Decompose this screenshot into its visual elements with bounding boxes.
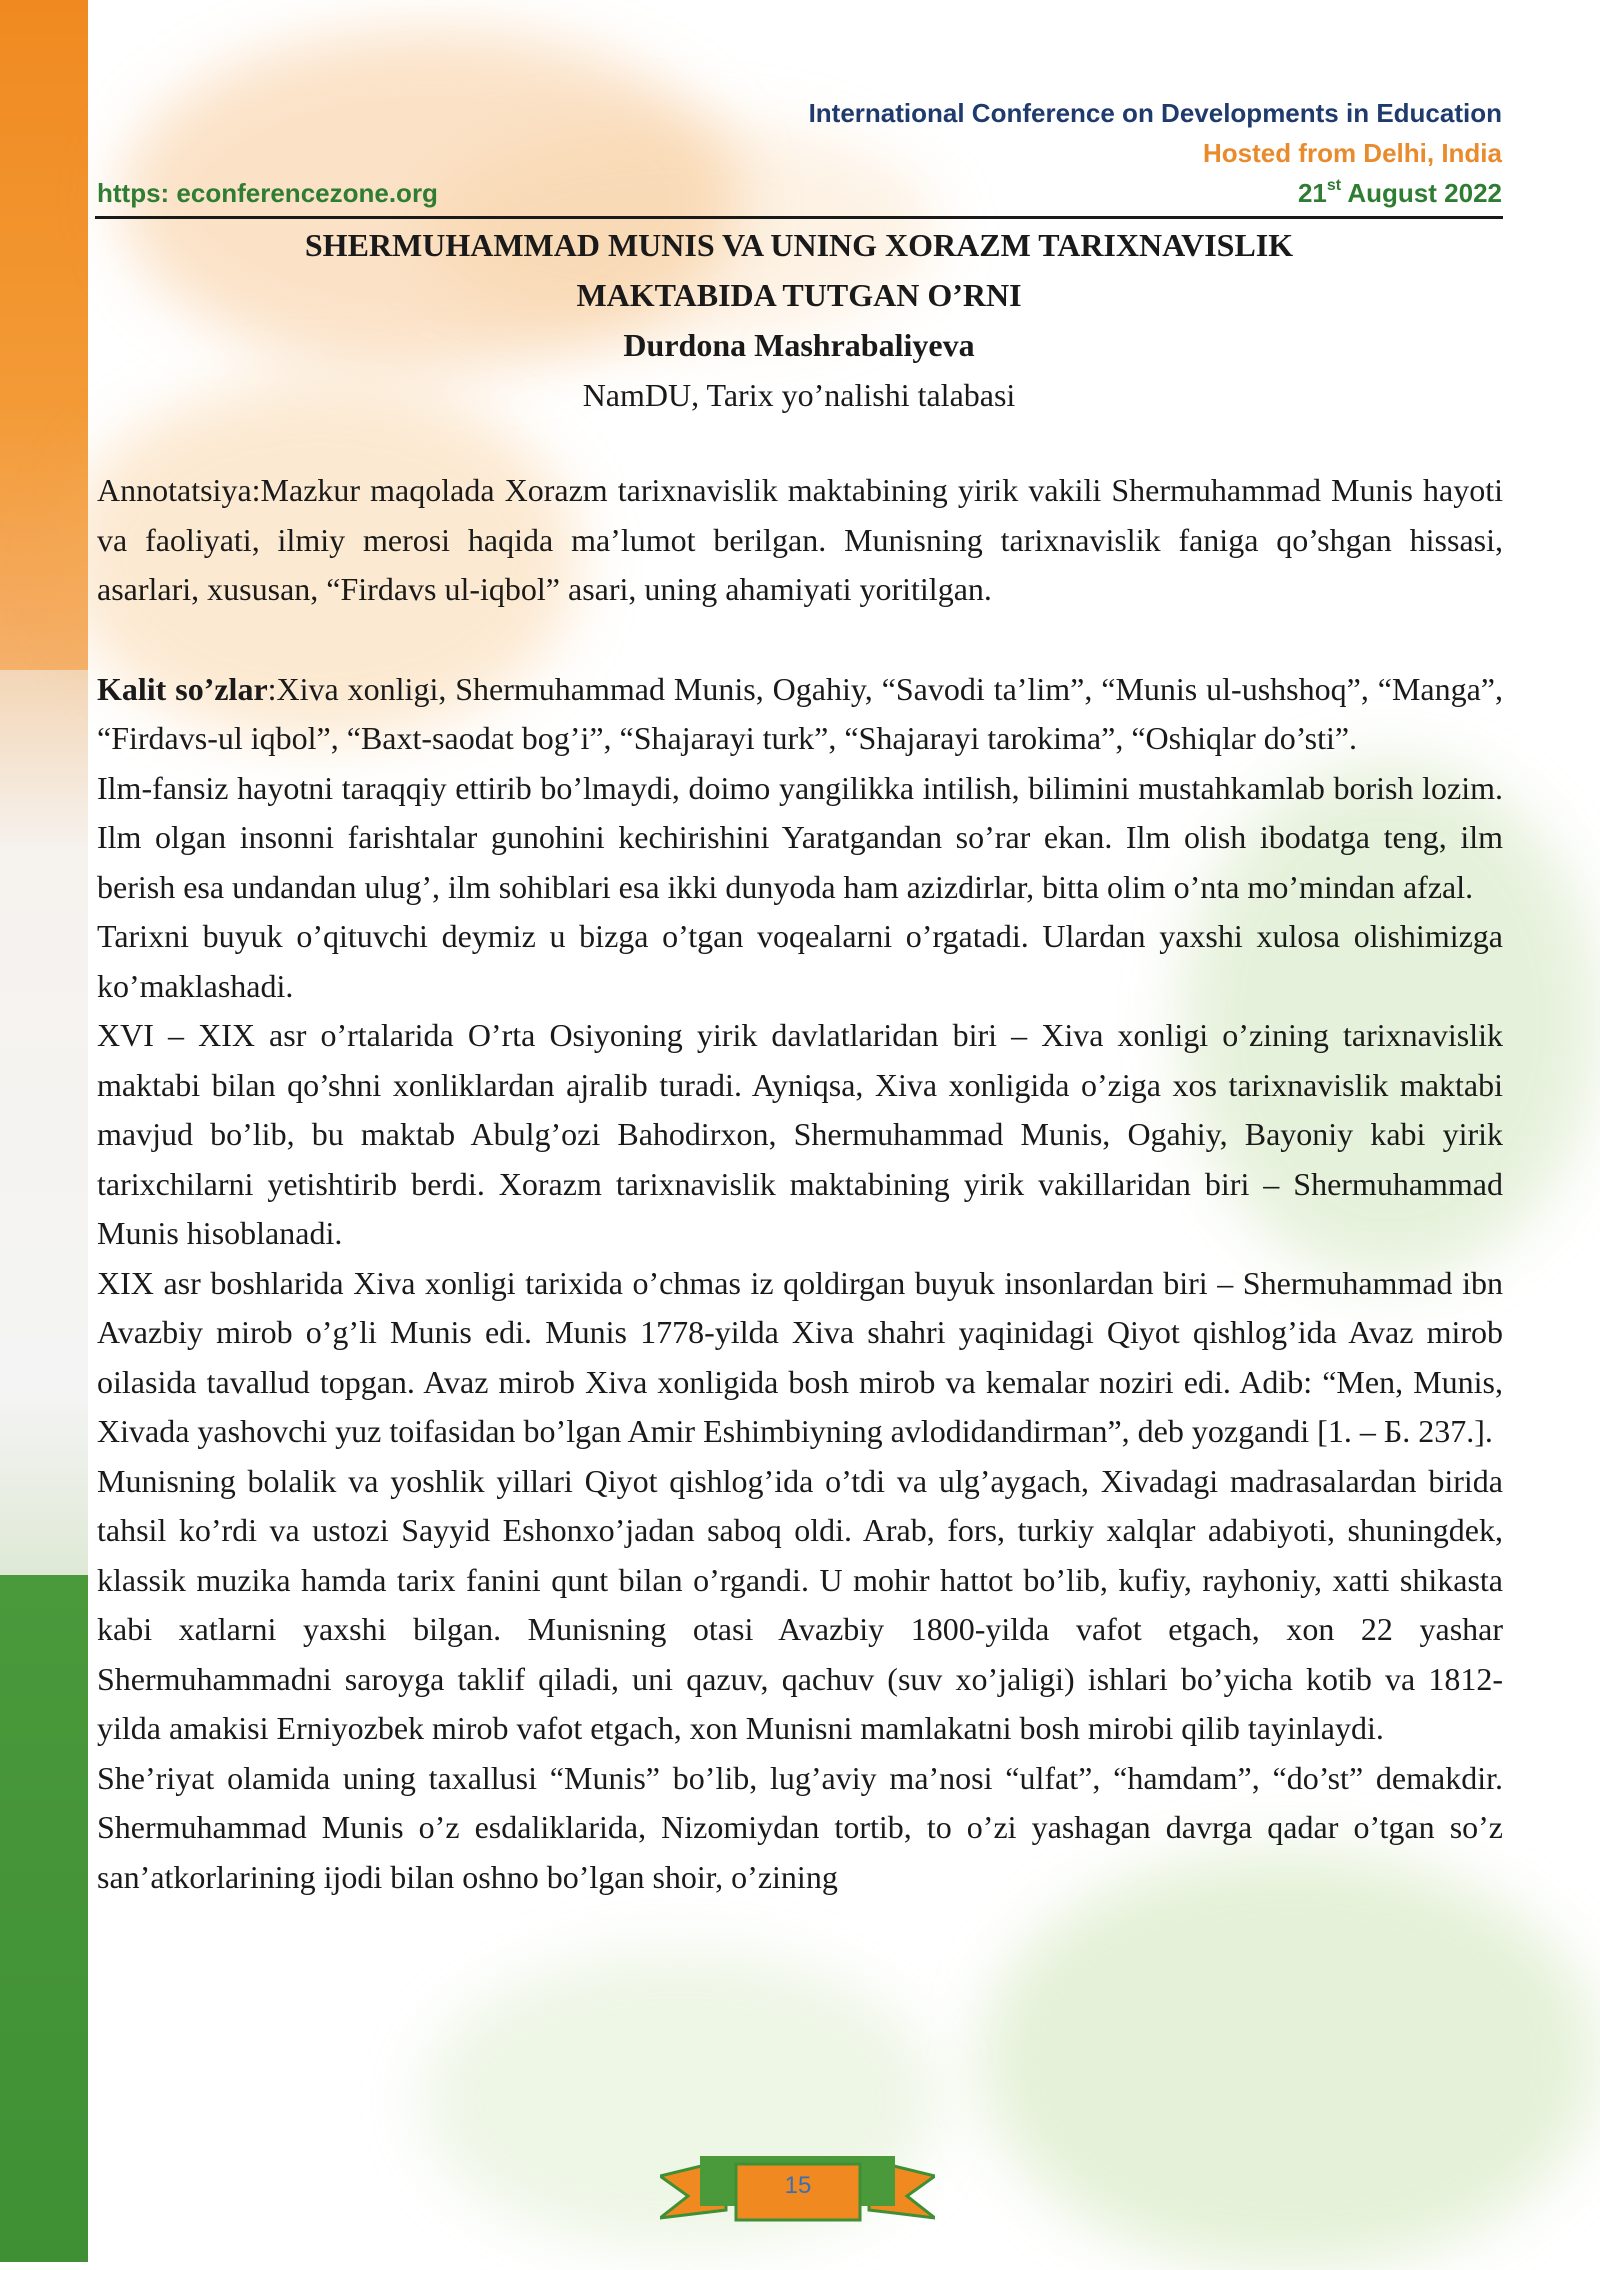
url-domain: econferencezone.org [169, 178, 438, 208]
keywords-text: :Xiva xonligi, Shermuhammad Munis, Ogahiy, “Savodi ta’lim”, “Munis ul-ushshoq”, “Manga”, “Firdavs-ul iqbol”, “Baxt-saodat bog’i”, “Shajarayi turk”, “Shajarayi tarokima”, “Oshiqlar do’sti”. [97, 670, 1504, 756]
paragraph: XIX asr boshlarida Xiva xonligi tarixida o’chmas iz qoldirgan buyuk insonlardan biri – Shermuhammad ibn Avazbiy mirob o’g’li Munis edi. Munis 1778-yilda Xiva shahri yaqinidagi Qiyot qishlog’ida Avaz mirob oilasida tavallud topgan. Avaz mirob Xiva xonligida bosh mirob va kemalar noziri edi. Adib: “Men, Munis, Xivada yashovchi yuz toifasidan bo’lgan Amir Eshimbiyning avlodidandirman”, deb yozgandi [1. – Б. 237.]. [97, 1264, 1503, 1449]
article-body [97, 466, 1503, 1902]
title-block [95, 220, 1503, 420]
paragraph: Ilm-fansiz hayotni taraqqiy ettirib bo’lmaydi, doimo yangilikka intilish, bilimini mustahkamlab borish lozim. Ilm olgan insonni farishtalar gunohini kechirishini Yaratgandan so’rar ekan. Ilm olish ibodatga teng, ilm berish esa undandan ulug’, ilm sohiblari esa ikki dunyoda ham azizdirlar, bitta olim o’nta mo’mindan afzal. [97, 769, 1503, 905]
conference-title: International Conference on Developments in Education [808, 98, 1502, 128]
abstract: Annotatsiya:Mazkur maqolada Xorazm tarixnavislik maktabining yirik vakili Shermuhammad Munis hayoti va faoliyati, ilmiy merosi haqida ma’lumot berilgan. Munisning tarixnavislik faniga qo’shgan hissasi, asarlari, xususan, “Firdavs ul-iqbol” asari, uning ahamiyati yoritilgan. [97, 472, 1503, 607]
url-protocol: https: [97, 178, 170, 208]
paper-title-line-1: SHERMUHAMMAD MUNIS VA UNING XORAZM TARIXNAVISLIK [304, 227, 1294, 263]
header-divider [95, 216, 1503, 219]
date-day: 21 [1297, 178, 1327, 208]
conference-date [1298, 178, 1502, 209]
paragraph: She’riyat olamida uning taxallusi “Munis” bo’lib, lug’aviy ma’nosi “ulfat”, “hamdam”, “do’st” demakdir. Shermuhammad Munis o’z esdaliklarida, Nizomiydan tortib, to o’zi yashagan davrga qadar o’tgan so’z san’atkorlarining ijodi bilan oshno bo’lgan shoir, o’zining [97, 1759, 1503, 1895]
keywords-label: Kalit so’zlar [97, 670, 268, 707]
hosted-location: Hosted from Delhi, India [1202, 138, 1502, 168]
paper-title-line-2: MAKTABIDA TUTGAN O’RNI [576, 277, 1022, 313]
page-number: 15 [784, 2172, 812, 2199]
keywords [97, 665, 1503, 764]
spacer [97, 615, 1503, 665]
paragraph: Munisning bolalik va yoshlik yillari Qiyot qishlog’ida o’tdi va ulg’aygach, Xivadagi madrasalardan birida tahsil ko’rdi va ustozi Sayyid Eshonxo’jadan saboq oldi. Arab, fors, turkiy xalqlar adabiyoti, shuningdek, klassik muzika hamda tarix fanini qunt bilan o’rgandi. U mohir hattot bo’lib, kufiy, rayhoniy, xatti shikasta kabi xatlarni yaxshi bilgan. Munisning otasi Avazbiy 1800-yilda vafot etgach, xon 22 yashar Shermuhammadni saroyga taklif qiladi, uni qazuv, qachuv (suv xo’jaligi) ishlari bo’yicha kotib va 1812- yilda amakisi Erniyozbek mirob vafot etgach, xon Munisni mamlakatni bosh mirobi qilib tayinlaydi. [97, 1462, 1503, 1746]
author-affiliation: NamDU, Tarix yo’nalishi talabasi [582, 377, 1016, 413]
date-suffix: st [1326, 177, 1342, 195]
paragraph: XVI – XIX asr o’rtalarida O’rta Osiyoning yirik davlatlaridan biri – Xiva xonligi o’zining tarixnavislik maktabi bilan qo’shni xonliklardan ajralib turadi. Ayniqsa, Xiva xonligida o’ziga xos tarixnavislik maktabi mavjud bo’lib, bu maktab Abulg’ozi Bahodirxon, Shermuhammad Munis, Ogahiy, Bayoniy kabi yirik tarixchilarni yetishtirib berdi. Xorazm tarixnavislik maktabining yirik vakillaridan biri – Shermuhammad Munis hisoblanadi. [97, 1017, 1503, 1251]
date-rest: August 2022 [1341, 178, 1502, 208]
author-name: Durdona Mashrabaliyeva [623, 327, 975, 363]
conference-url[interactable] [97, 178, 438, 209]
paragraph: Tarixni buyuk o’qituvchi deymiz u bizga o’tgan voqealarni o’rgatadi. Ulardan yaxshi xulosa olishimizga ko’maklashadi. [97, 918, 1503, 1004]
